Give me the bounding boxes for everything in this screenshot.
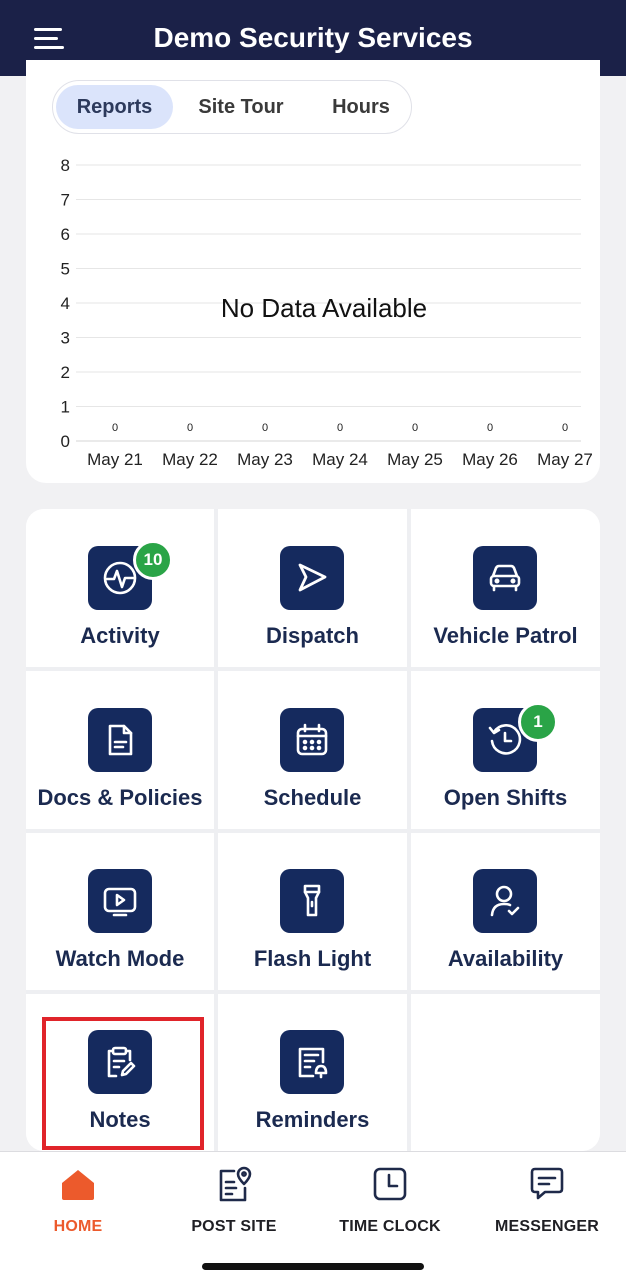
empty-tile [411,994,600,1151]
car-icon [473,546,537,610]
user-check-icon [473,869,537,933]
reminders-label: Reminders [255,1107,370,1132]
bar-value-label: 0 [261,422,269,434]
schedule-tile[interactable] [218,671,407,829]
y-tick-label: 1 [60,397,70,417]
y-tick-label: 0 [60,432,70,451]
bar-value-label: 0 [561,422,569,434]
reports-chart [26,140,600,480]
flash-light-tile[interactable] [218,833,407,990]
page-title: Demo Security Services [153,22,473,53]
nav-home[interactable] [0,1162,156,1242]
open-shifts-badge: 1 [518,702,558,742]
bar-value-label: 0 [486,422,494,434]
activity-label: Activity [80,623,160,648]
open-shifts-tile[interactable] [411,671,600,829]
bar-value-label: 0 [186,422,194,434]
activity-tile[interactable] [26,509,214,667]
nav-messenger[interactable] [469,1162,625,1242]
vehicle-patrol-tile[interactable] [411,509,600,667]
y-tick-label: 5 [60,259,70,279]
clock-icon [370,1164,410,1204]
docs-policies-label: Docs & Policies [37,785,203,810]
availability-tile[interactable] [411,833,600,990]
reminders-tile[interactable] [218,994,407,1151]
notes-label: Notes [89,1107,151,1132]
y-tick-label: 4 [60,294,70,313]
y-tick-label: 6 [60,225,70,244]
schedule-label: Schedule [263,785,362,810]
flash-light-label: Flash Light [253,946,372,971]
nav-time-clock[interactable] [312,1162,468,1242]
tab-site-tour[interactable]: Site Tour [198,96,284,118]
y-tick-label: 3 [60,328,70,348]
document-icon [88,708,152,772]
bar-value-label: 0 [336,422,344,434]
dispatch-icon [280,546,344,610]
tab-reports[interactable]: Reports [56,85,173,129]
flashlight-icon [280,869,344,933]
availability-label: Availability [447,946,564,971]
docs-policies-tile[interactable] [26,671,214,829]
open-shifts-label: Open Shifts [443,785,568,810]
message-icon [527,1164,567,1204]
x-tick-label: May 22 [162,450,218,469]
notes-edit-icon [88,1030,152,1094]
dispatch-tile[interactable] [218,509,407,667]
video-play-icon [88,869,152,933]
x-tick-label: May 24 [312,450,368,469]
reminder-bell-icon [280,1030,344,1094]
bar-value-label: 0 [411,422,419,434]
x-tick-label: May 23 [237,450,293,469]
x-tick-label: May 21 [87,450,143,469]
bottom-navigation [0,1151,626,1280]
y-tick-label: 8 [60,156,70,175]
home-icon [58,1164,98,1204]
calendar-icon [280,708,344,772]
x-tick-label: May 25 [387,450,443,469]
y-tick-label: 2 [60,363,70,382]
report-tabs [52,80,412,134]
feature-grid [26,509,600,1151]
watch-mode-tile[interactable] [26,833,214,990]
x-tick-label: May 26 [462,450,518,469]
watch-mode-label: Watch Mode [55,946,185,971]
notes-tile[interactable] [26,994,214,1151]
dispatch-label: Dispatch [266,623,359,648]
bar-value-label: 0 [111,422,119,434]
vehicle-patrol-label: Vehicle Patrol [433,623,578,648]
nav-time-clock-label: TIME CLOCK [339,1218,441,1235]
activity-badge: 10 [133,540,173,580]
tab-hours[interactable]: Hours [332,96,390,118]
x-tick-label: May 27 [537,450,593,469]
nav-home-label: HOME [53,1218,103,1235]
nav-post-site-label: POST SITE [191,1218,277,1235]
post-site-icon [214,1164,254,1204]
nav-post-site[interactable] [156,1162,312,1242]
nav-messenger-label: MESSENGER [494,1218,600,1235]
y-tick-label: 7 [60,190,70,210]
home-indicator [202,1263,424,1270]
no-data-message: No Data Available [220,293,428,323]
